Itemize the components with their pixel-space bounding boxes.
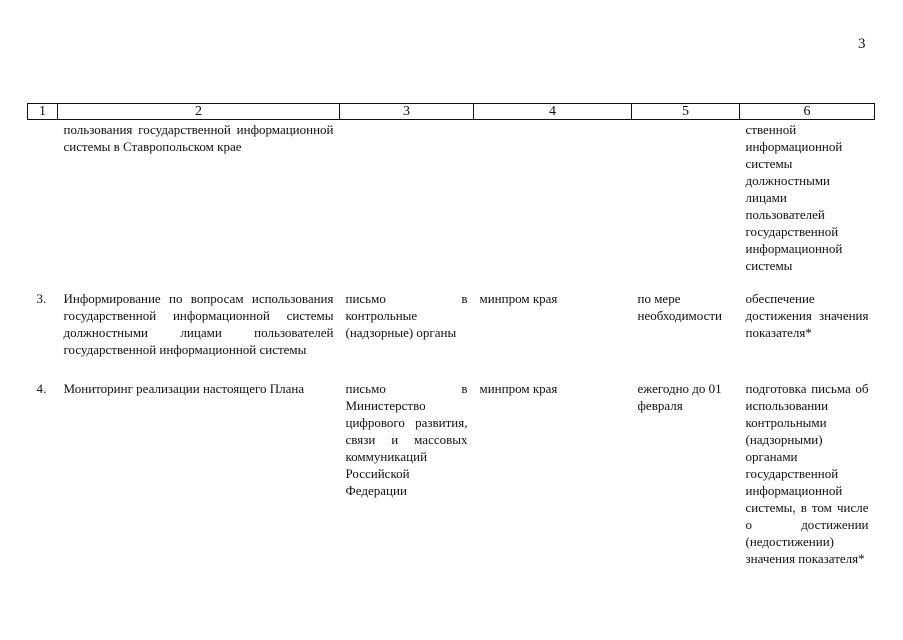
column-header-5: 5 [632, 104, 740, 120]
action-cell: Мониторинг реализации настоящего Плана [63, 381, 305, 396]
action-cell: пользования государственной информационной системы в Ставропольском крае [63, 122, 334, 154]
deadline-cell: ежегодно до 01 февраля [637, 381, 722, 413]
result-cell: подготовка письма об использовании контрольными (надзорными) органами государственной информационной системы, в том числе о достижении (недостижении) значения показателя* [745, 381, 869, 566]
column-header-1: 1 [28, 104, 58, 120]
action-cell: Информирование по вопросам использования государственной информационной системы должностными лицами пользователей государственной информационной системы [63, 291, 334, 357]
row-number: 3. [36, 291, 47, 306]
form-cell [340, 120, 474, 291]
table-row [28, 380, 875, 571]
column-header-3: 3 [340, 104, 474, 120]
deadline-cell [632, 120, 740, 291]
form-cell: письмо в Министерство цифрового развития, связи и массовых коммуникаций Российской Федерации [345, 381, 468, 498]
column-header-6: 6 [740, 104, 875, 120]
executor-cell: минпром края [479, 381, 558, 396]
column-header-2: 2 [58, 104, 340, 120]
result-cell: ственной информационной системы должностными лицами пользователей государственной информационной системы [745, 122, 843, 273]
form-cell: письмо в контрольные (надзорные) органы [345, 291, 468, 340]
result-cell: обеспечение достижения значения показателя* [745, 291, 869, 340]
executor-cell [474, 120, 632, 291]
deadline-cell: по мере необходимости [637, 291, 723, 323]
column-header-4: 4 [474, 104, 632, 120]
table-row [28, 290, 875, 380]
table-row [28, 120, 875, 291]
row-number [28, 120, 58, 291]
page-number: 3 [858, 36, 866, 52]
row-number: 4. [36, 381, 47, 396]
table-header-row [28, 104, 875, 120]
executor-cell: минпром края [479, 291, 558, 306]
plan-table [27, 103, 875, 571]
